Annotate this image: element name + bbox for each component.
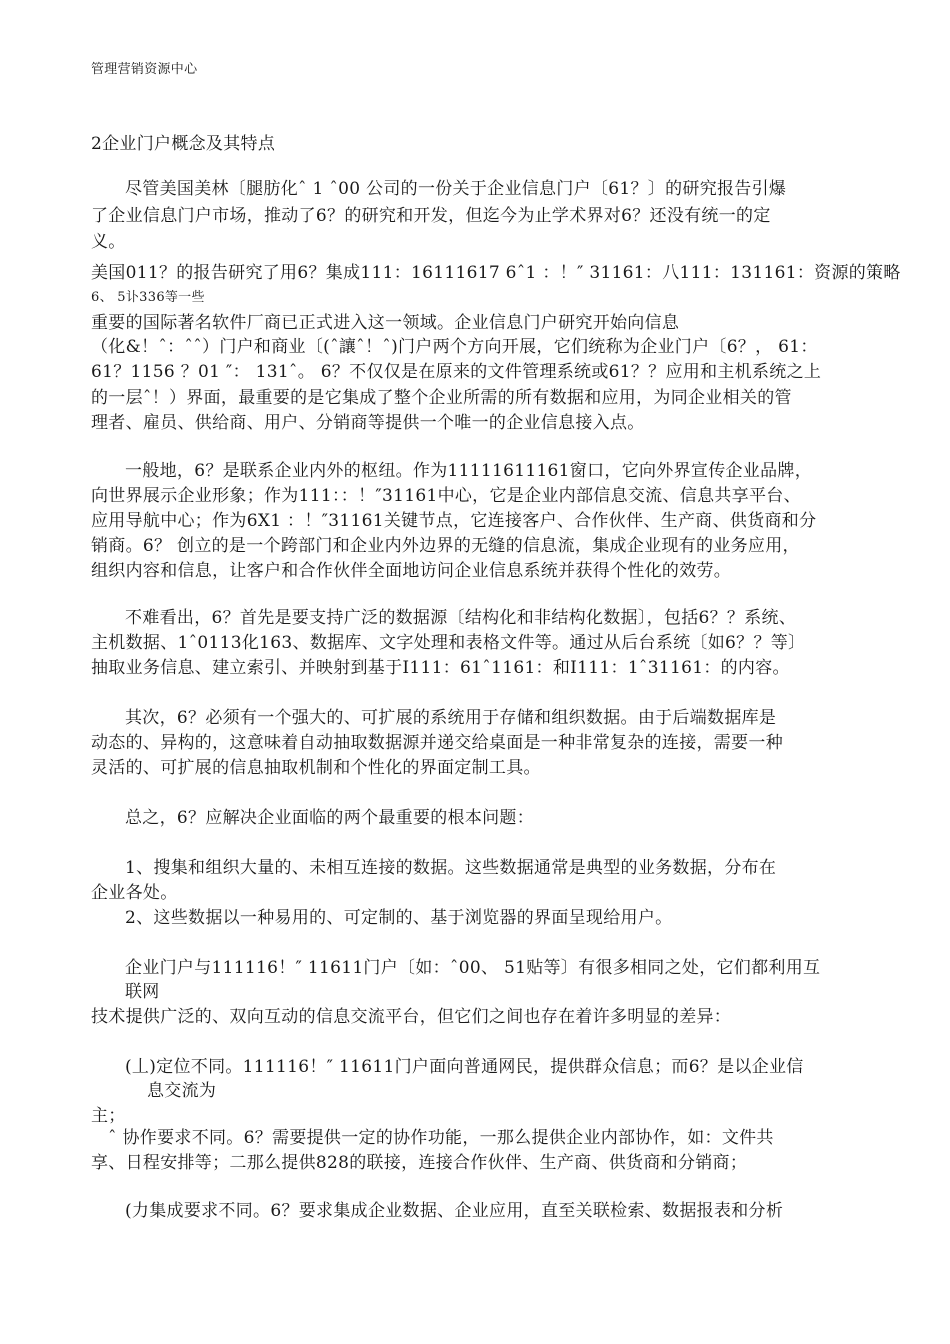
p2-line-1: 美国011？的报告研究了用6？集成111：16111617 6ˆ1 ：！″ 31161：八111：131161：资源的策略: [91, 263, 901, 283]
p2-line-6: 的一层ˆ！）界面，最重要的是它集成了整个企业所需的所有数据和应用，为同企业相关的管: [91, 388, 792, 408]
p1-line-1: 尽管美国美林〔腿肪化ˆ 1 ˆ00 公司的一份关于企业信息门户〔61？〕的研究报告引爆: [125, 179, 787, 199]
p2-line-5: 61？1156 ？01 ″： 131ˆ。 6？不仅仅是在原来的文件管理系统或61？？应用和主机系统之上: [91, 362, 822, 382]
p3-line-4: 销商。6？ 创立的是一个跨部门和企业内外边界的无缝的信息流，集成企业现有的业务应用，: [91, 536, 800, 556]
p2-line-4: （化&！ˆ：ˆˆ）门户和商业〔(ˆ讓ˆ！ˆ)门户两个方向开展，它们统称为企业门户〔6？， 61：: [91, 337, 818, 357]
p8-line-3: 技术提供广泛的、双向互动的信息交流平台，但它们之间也存在着许多明显的差异：: [91, 1007, 732, 1027]
p4-line-2: 主机数据、1ˆ0113化163、数据库、文字处理和表格文件等。通过从后台系统〔如6？？等〕: [91, 633, 806, 653]
p4-line-3: 抽取业务信息、建立索引、并映射到基于I111：61ˆ1161：和I111：1ˆ31161：的内容。: [91, 658, 790, 678]
p6-line-1: 总之，6？应解决企业面临的两个最重要的根本问题：: [125, 808, 535, 828]
p7-line-3: 2、这些数据以一种易用的、可定制的、基于浏览器的界面呈现给用户。: [125, 908, 673, 928]
p9-line-3: 主；: [91, 1106, 126, 1126]
p9-line-2: 息交流为: [147, 1081, 217, 1101]
p4-line-1: 不难看出，6？首先是要支持广泛的数据源〔结构化和非结构化数据〕，包括6？？系统、: [125, 608, 797, 628]
p5-line-1: 其次，6？必须有一个强大的、可扩展的系统用于存储和组织数据。由于后端数据库是: [125, 708, 777, 728]
p10-line-1: (力集成要求不同。6？要求集成企业数据、企业应用，直至关联检索、数据报表和分析: [125, 1201, 784, 1221]
section-title: 2企业门户概念及其特点: [91, 134, 276, 154]
p1-line-2: 了企业信息门户市场，推动了6？的研究和开发，但迄今为止学术界对6？还没有统一的定: [91, 206, 771, 226]
p3-line-5: 组织内容和信息，让客户和合作伙伴全面地访问企业信息系统并获得个性化的效劳。: [91, 561, 732, 581]
p9-line-4: ˆ 协作要求不同。6？需要提供一定的协作功能，一那么提供企业内部协作，如：文件共: [108, 1128, 774, 1148]
p3-line-3: 应用导航中心；作为6X1 ：！″31161关键节点，它连接客户、合作伙伴、生产商、供货商和分: [91, 511, 817, 531]
p9-line-5: 享、日程安排等；二那么提供828的联接，连接合作伙伴、生产商、供货商和分销商；: [91, 1153, 748, 1173]
page-header: 管理营销资源中心: [91, 62, 198, 77]
p7-line-1: 1、搜集和组织大量的、未相互连接的数据。这些数据通常是典型的业务数据，分布在: [125, 858, 777, 878]
p9-line-1: (丄)定位不同。111116！″ 11611门户面向普通网民，提供群众信息；而6？是以企业信: [125, 1057, 804, 1077]
p2-line-2: 6、 5讣336等一些: [91, 290, 205, 305]
p2-line-7: 理者、雇员、供给商、用户、分销商等提供一个唯一的企业信息接入点。: [91, 413, 645, 433]
p1-line-3: 义。: [91, 232, 126, 252]
p7-line-2: 企业各处。: [91, 883, 178, 903]
p8-line-1: 企业门户与111116！″ 11611门户〔如：ˆ00、 51贴等〕有很多相同之处，它们都利用互: [125, 958, 821, 978]
p3-line-2: 向世界展示企业形象；作为111：：！″31161中心，它是企业内部信息交流、信息共享平台、: [91, 486, 801, 506]
p8-line-2: 联网: [125, 982, 160, 1002]
p3-line-1: 一般地，6？是联系企业内外的枢纽。作为11111611161窗口，它向外界宣传企业品牌，: [125, 461, 812, 481]
p2-line-3: 重要的国际著名软件厂商已正式进入这一领域。企业信息门户研究开始向信息: [91, 313, 680, 333]
p5-line-3: 灵活的、可扩展的信息抽取机制和个性化的界面定制工具。: [91, 758, 541, 778]
p5-line-2: 动态的、异构的，这意味着自动抽取数据源并递交给桌面是一种非常复杂的连接，需要一种: [91, 733, 783, 753]
